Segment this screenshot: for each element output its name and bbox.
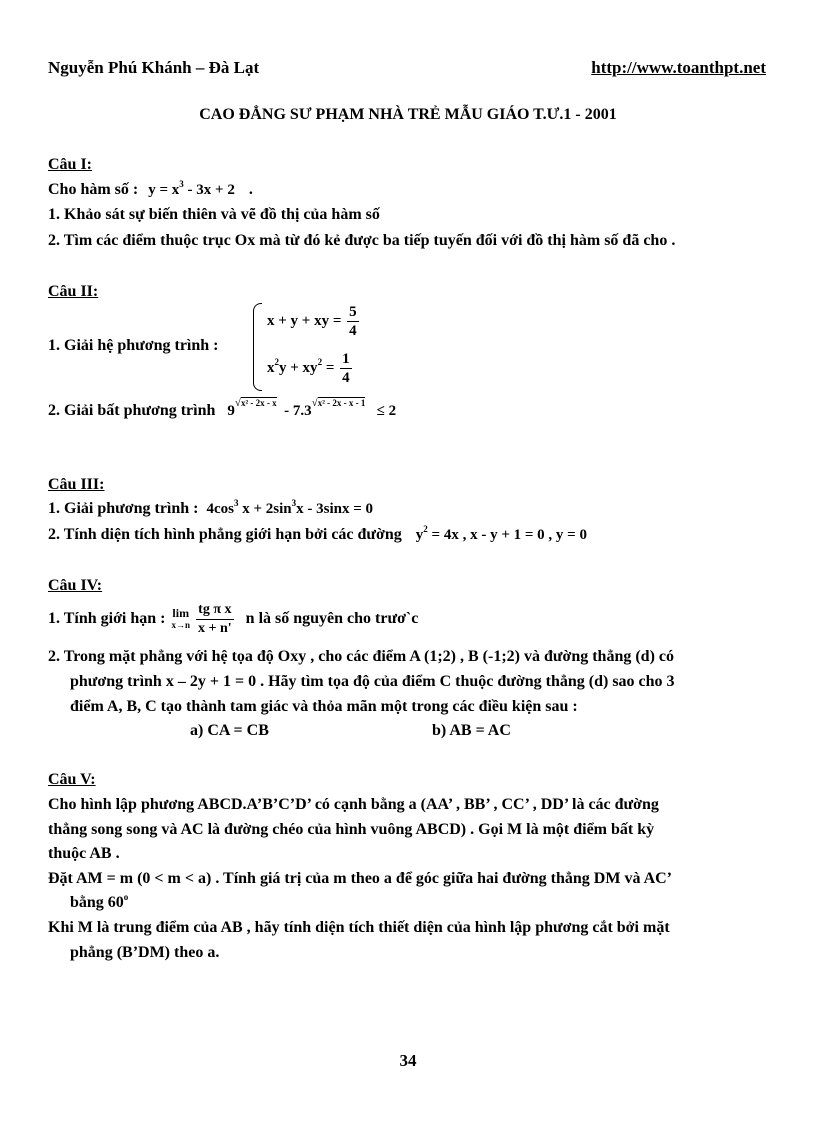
cau1-item-2: 2. Tìm các điểm thuộc trục Ox mà từ đó kẻ được ba tiếp tuyến đối với đồ thị hàm số đã cho . — [48, 232, 676, 249]
cau1-intro-text: Cho hàm số : — [48, 181, 139, 198]
inequality: $9^{√x^2 - 2x - x} - 7.3^{√x^2 - 2x - x - 1}$ ≤ 2 — [227, 397, 397, 419]
system-brace — [253, 303, 262, 391]
cau4-item-2-line-2: phương trình x – 2y + 1 = 0 . Hãy tìm tọa độ của điểm C thuộc đường thẳng (d) sao cho 3 — [70, 673, 675, 690]
cau3-heading: Câu III: — [48, 476, 105, 493]
system-equation-2: $x^2y + xy^2$ = $\frac{1}{4}$ — [267, 351, 350, 386]
limit-operator: lim x→n — [171, 606, 191, 630]
cau4-item-2-line-3: điểm A, B, C tạo thành tam giác và thỏa mãn một trong các điều kiện sau : — [70, 698, 578, 715]
cau5-line-2: thẳng song song và AC là đường chéo của hình vuông ABCD) . Gọi M là một điểm bất kỳ — [48, 821, 655, 838]
cau2-item-1-label: 1. Giải hệ phương trình : — [48, 337, 219, 354]
exam-title: CAO ĐẲNG SƯ PHẠM NHÀ TRẺ MẪU GIÁO T.Ư.1 - 2001 — [199, 106, 617, 123]
condition-b: b) AB = AC — [432, 722, 511, 739]
cau5-line-1: Cho hình lập phương ABCD.A’B’C’D’ có cạnh bằng a (AA’ , BB’ , CC’ , DD’ là các đường — [48, 796, 659, 813]
author-name: Nguyễn Phú Khánh – Đà Lạt — [48, 58, 260, 77]
cau5-line-4: Đặt AM = m (0 < m < a) . Tính giá trị của m theo a để góc giữa hai đường thẳng DM và AC’ — [48, 870, 673, 887]
cau1-heading: Câu I: — [48, 156, 93, 173]
trig-equation: $4\cos^3$ $x + 2\sin^3x - 3\sin x = 0$ — [206, 498, 374, 517]
cau1-item-1: 1. Khảo sát sự biến thiên và vẽ đồ thị của hàm số — [48, 206, 380, 223]
cau5-line-6: Khi M là trung điểm của AB , hãy tính diện tích thiết diện của hình lập phương cắt bởi mặt — [48, 919, 670, 936]
cau1-intro: Cho hàm số : $y = x^3 - 3x + 2$ . — [48, 179, 253, 198]
cau5-line-7: phẳng (B’DM) theo a. — [70, 944, 220, 961]
area-curves: $y^2 = 4x$ , x - y + 1 = 0 , y = 0 — [415, 524, 587, 543]
cau4-item-2-line-1: 2. Trong mặt phẳng với hệ tọa độ Oxy , cho các điểm A (1;2) , B (-1;2) và đường thẳng (d) có — [48, 648, 675, 665]
cau5-heading: Câu V: — [48, 771, 96, 788]
cau1-function: $y = x^3 - 3x + 2$ — [148, 179, 235, 198]
cau4-item-1: 1. Tính giới hạn : lim x→n $\frac{\text{tg π x}}{x + n'}$ n là số nguyên cho trươ`c — [48, 601, 419, 636]
condition-a: a) CA = CB — [190, 722, 269, 739]
website-link[interactable]: http://www.toanthpt.net — [591, 58, 766, 77]
cau5-line-3: thuộc AB . — [48, 845, 120, 862]
cau3-item-1: 1. Giải phương trình : $4\cos^3$ $x + 2\sin^3x - 3\sin x = 0$ — [48, 498, 374, 517]
cau4-heading: Câu IV: — [48, 577, 103, 594]
cau2-item-2-label: 2. Giải bất phương trình — [48, 402, 216, 419]
cau3-item-2: 2. Tính diện tích hình phẳng giới hạn bởi các đường $y^2 = 4x$ , x - y + 1 = 0 , y = 0 — [48, 524, 587, 543]
cau2-heading: Câu II: — [48, 283, 99, 300]
page-number: 34 — [399, 1051, 417, 1070]
limit-fraction: $\frac{\text{tg π x}}{x + n'}$ — [198, 601, 232, 636]
system-equation-1: x + y + xy = $\frac{5}{4}$ — [267, 304, 357, 339]
cau5-angle-line: bằng 60$^o$ — [70, 892, 129, 911]
cau2-item-2 — [48, 397, 397, 420]
